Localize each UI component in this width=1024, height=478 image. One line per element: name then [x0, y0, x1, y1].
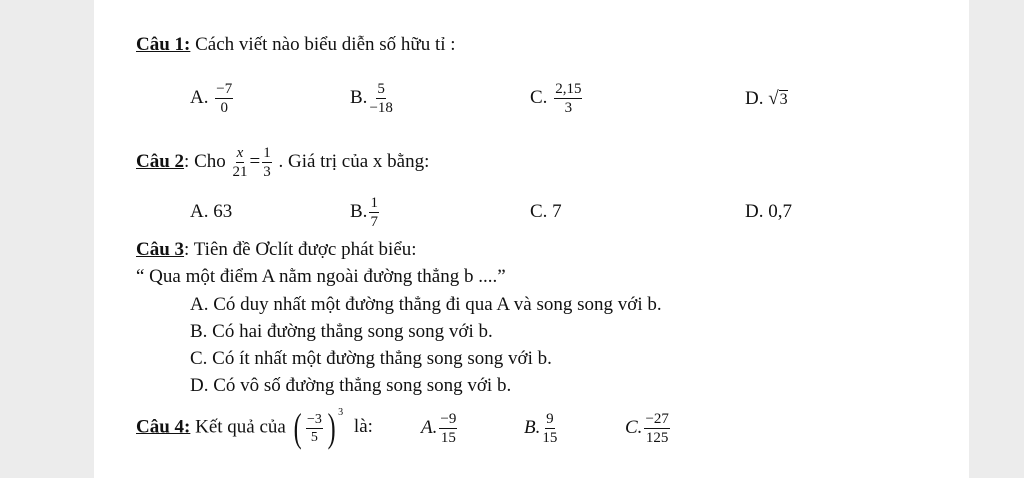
q1-option-b	[350, 80, 395, 117]
q1-d-sqrt	[768, 88, 787, 109]
question-3-quote: “ Qua một điểm A nằm ngoài đường thẳng b ....”	[136, 266, 506, 287]
q2-f1-numerator: x	[236, 145, 244, 161]
q1-option-c-label: C.	[530, 86, 548, 108]
q4-b-denominator: 15	[542, 430, 558, 446]
q1-option-d	[745, 88, 788, 111]
left-paren-icon: (	[293, 405, 302, 450]
q2-option-d: D. 0,7	[745, 201, 792, 222]
q1-option-a-fraction	[215, 80, 233, 117]
q3-option-a: A. Có duy nhất một đường thẳng đi qua A và song song với b.	[190, 294, 662, 315]
q4-option-a	[421, 410, 459, 447]
question-1-line	[136, 34, 456, 56]
q4-base-numerator: −3	[306, 411, 322, 427]
q4-option-c-label: C.	[625, 416, 643, 438]
question-3-text: : Tiên đề Ơclít được phát biểu:	[184, 239, 417, 260]
q1-option-c	[530, 80, 584, 117]
q4-c-numerator: −27	[645, 411, 669, 427]
q4-b-numerator: 9	[546, 411, 554, 427]
q1-b-denominator: −18	[369, 100, 393, 116]
q2-equals: =	[249, 150, 261, 172]
question-2-text: . Giá trị của x bằng:	[278, 150, 430, 172]
q4-option-b	[524, 410, 559, 447]
question-2-cho: : Cho	[184, 150, 226, 172]
q1-option-c-fraction	[554, 80, 582, 117]
q2-f1-denominator: 21	[232, 164, 248, 180]
q4-exponent: 3	[338, 407, 344, 418]
q2-option-a: A. 63	[190, 201, 233, 222]
q4-a-denominator: 15	[440, 430, 456, 446]
question-3-line	[136, 239, 417, 261]
q1-c-denominator: 3	[564, 100, 573, 116]
question-4-line	[136, 405, 373, 450]
q1-a-denominator: 0	[220, 100, 228, 116]
q1-option-d-label: D.	[745, 88, 764, 109]
question-2-line	[136, 144, 429, 181]
q4-base-fraction	[306, 411, 323, 446]
q1-option-b-label: B.	[350, 86, 368, 108]
question-4-header: Câu 4:	[136, 416, 191, 438]
q2-fraction-x-21	[233, 144, 248, 181]
q4-option-c-fraction	[644, 410, 669, 447]
q2-option-b-label: B.	[350, 200, 368, 222]
question-1-text: Cách viết nào biểu diễn số hữu tỉ :	[195, 34, 456, 55]
question-1-header: Câu 1:	[136, 34, 191, 55]
q1-option-a	[190, 80, 235, 117]
q1-option-a-label: A.	[190, 86, 209, 108]
q4-a-numerator: −9	[440, 411, 457, 427]
q2-b-denominator: 7	[370, 214, 378, 230]
q3-option-c: C. Có ít nhất một đường thẳng song song với b.	[190, 348, 552, 369]
question-3-header: Câu 3	[136, 239, 185, 260]
q2-f2-numerator: 1	[263, 145, 271, 161]
q4-option-a-fraction	[439, 410, 457, 447]
q1-d-radicand: 3	[779, 91, 788, 108]
q1-c-numerator: 2,15	[555, 81, 582, 97]
q2-option-b-fraction	[369, 194, 379, 231]
q2-b-numerator: 1	[370, 195, 378, 211]
q4-option-c	[625, 410, 672, 447]
q3-option-d: D. Có vô số đường thẳng song song với b.	[190, 375, 512, 396]
q2-option-c: C. 7	[530, 201, 562, 222]
q2-f2-denominator: 3	[263, 164, 271, 180]
question-4-text: Kết quả của	[195, 416, 286, 438]
right-paren-icon: )	[327, 405, 336, 450]
radical-sign-icon: √	[768, 88, 779, 109]
q4-option-b-label: B.	[524, 416, 541, 438]
q4-c-denominator: 125	[645, 430, 669, 446]
q2-fraction-1-3	[262, 144, 272, 181]
q1-a-numerator: −7	[216, 81, 233, 97]
question-4-la: là:	[353, 416, 373, 438]
q4-option-a-label: A.	[421, 416, 438, 438]
q1-option-b-fraction	[369, 80, 392, 117]
q2-option-b	[350, 194, 381, 231]
q3-option-b: B. Có hai đường thẳng song song với b.	[190, 321, 493, 342]
q4-base-denominator: 5	[310, 429, 318, 445]
q1-b-numerator: 5	[377, 81, 385, 97]
question-2-header: Câu 2	[136, 150, 185, 172]
q4-option-b-fraction	[542, 410, 557, 447]
